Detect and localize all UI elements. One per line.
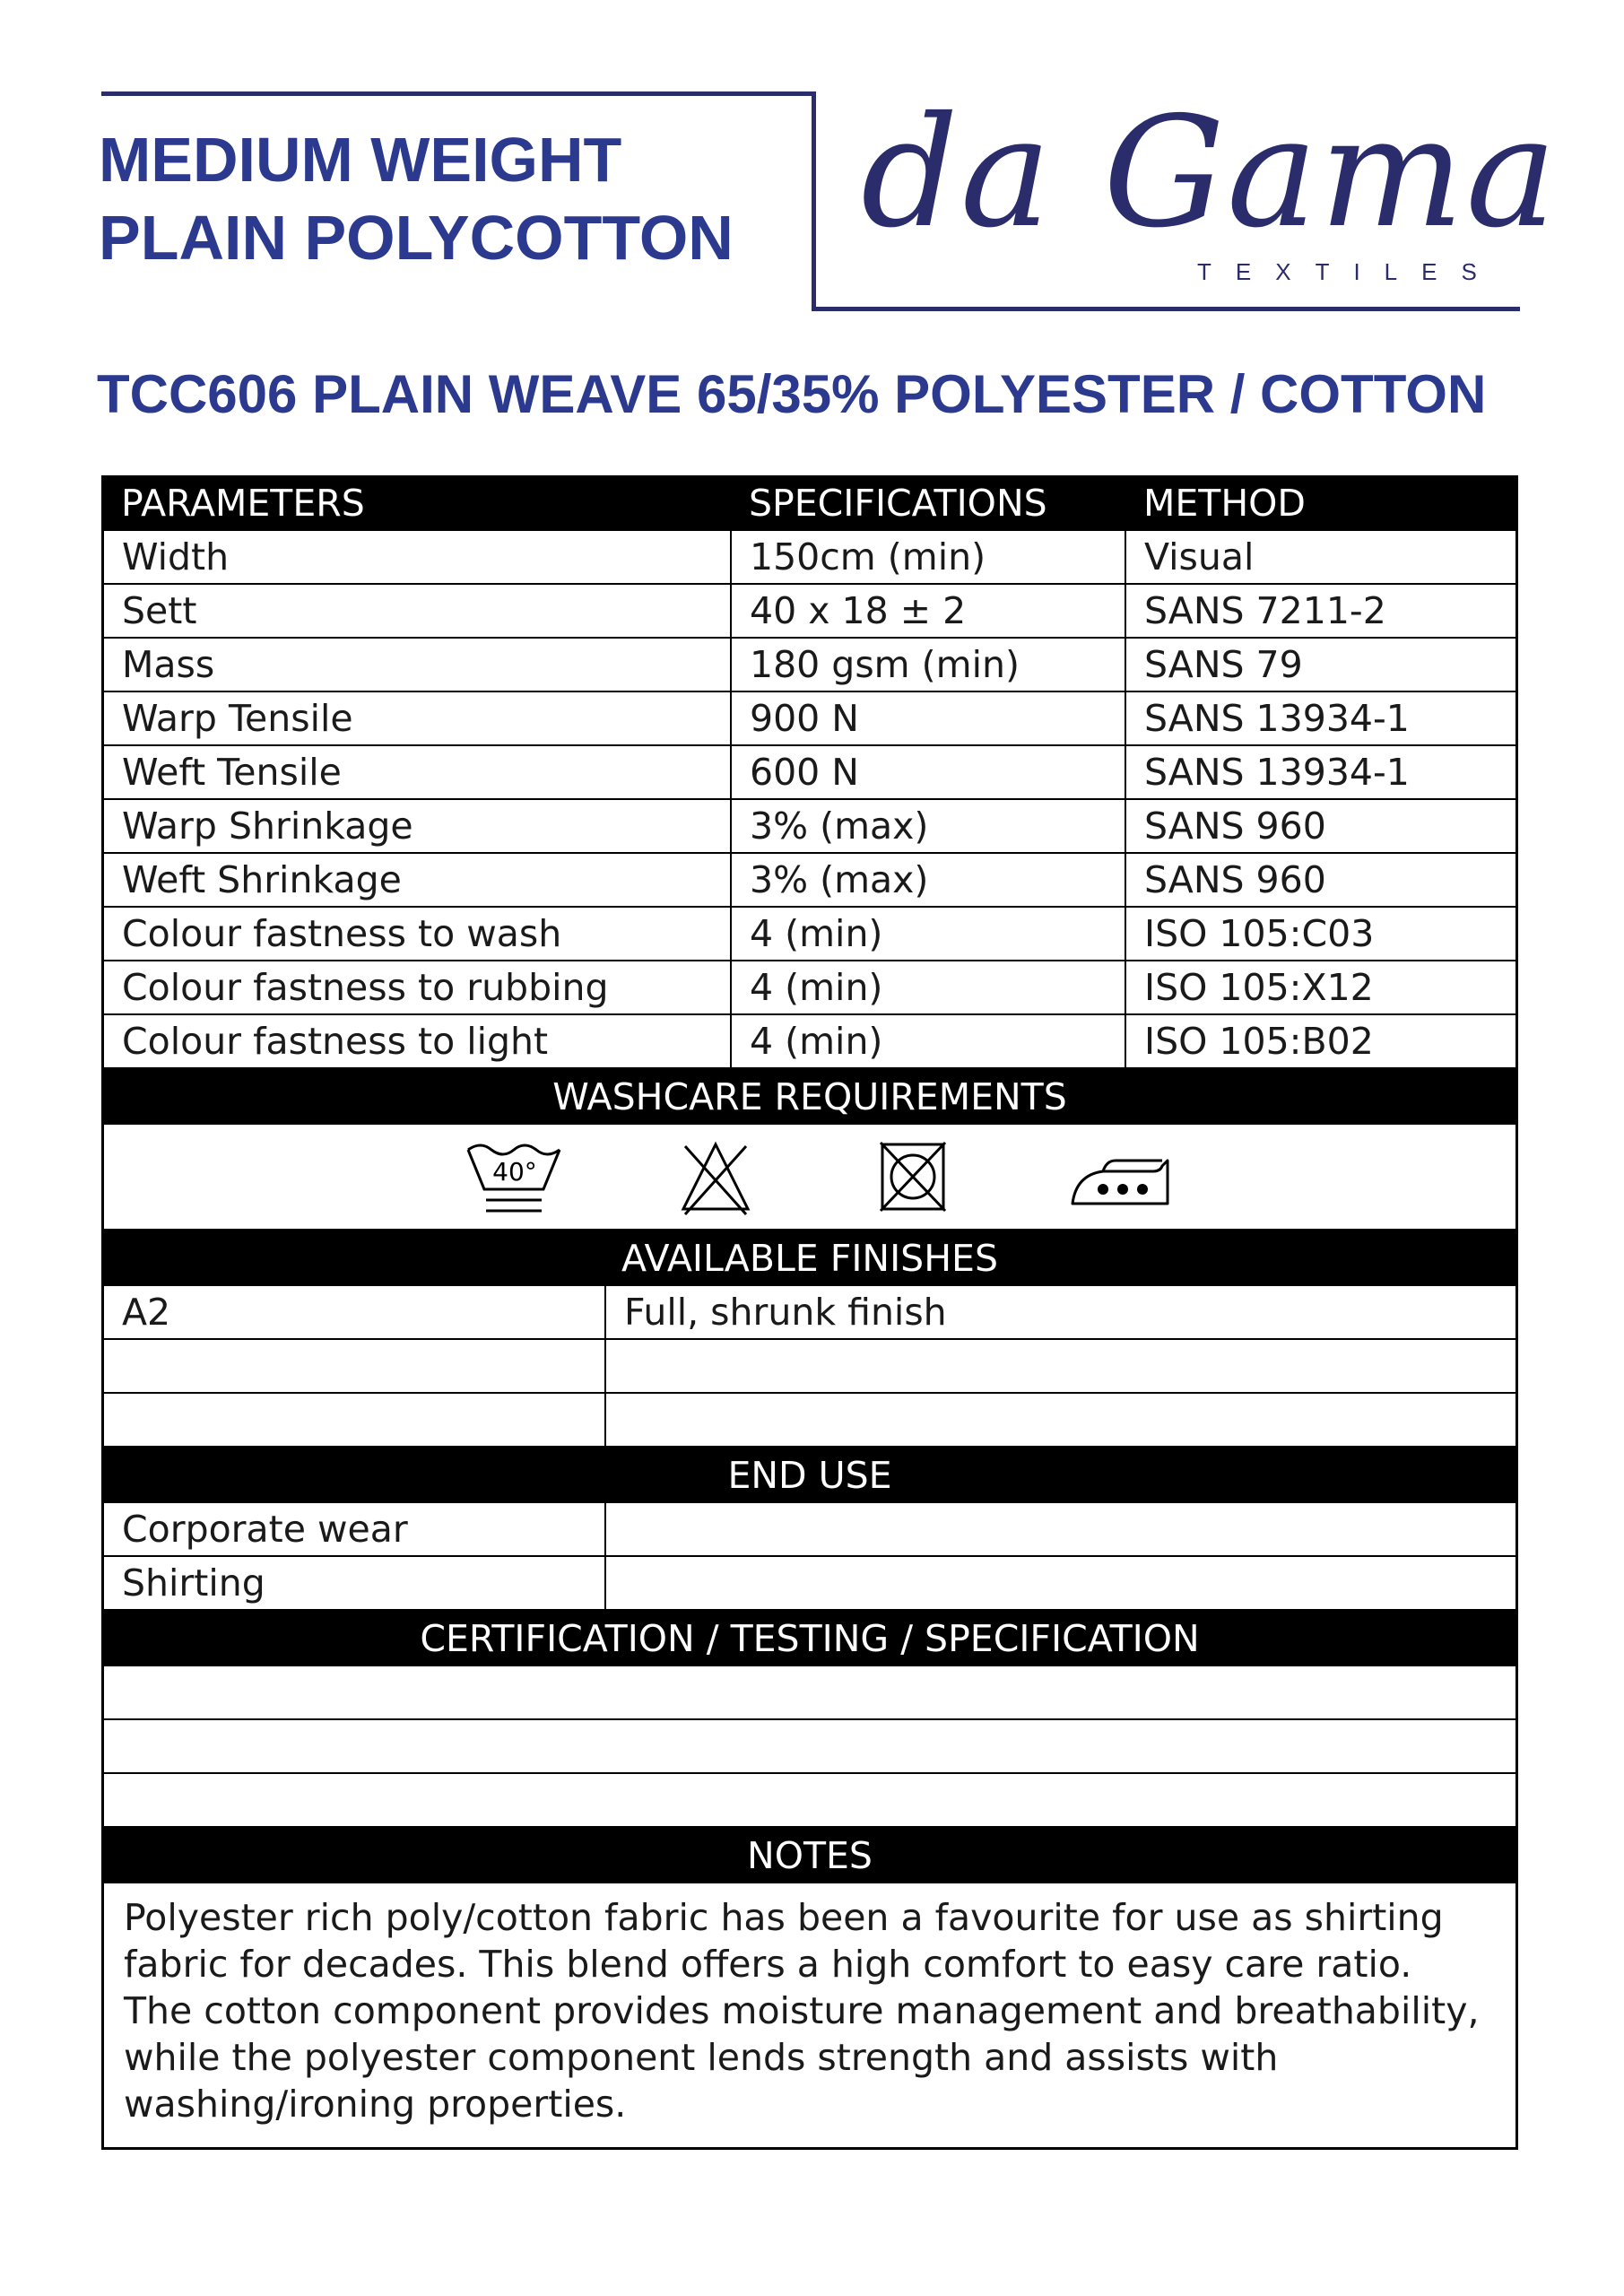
table-row (101, 1774, 1518, 1828)
parameter-cell: Mass (104, 639, 732, 691)
no-bleach-icon (678, 1139, 753, 1216)
certification-heading: CERTIFICATION / TESTING / SPECIFICATION (101, 1611, 1518, 1666)
notes-line: fabric for decades. This blend offers a high comfort to easy care ratio. (124, 1943, 1412, 1986)
method-cell: ISO 105:X12 (1144, 966, 1374, 1009)
page-title (99, 121, 734, 277)
table-row (101, 908, 1518, 961)
finishes-heading: AVAILABLE FINISHES (101, 1231, 1518, 1286)
table-row (101, 1666, 1518, 1720)
certification-cell (104, 1774, 1515, 1826)
parameter-cell: Sett (104, 585, 732, 637)
table-row (101, 1394, 1518, 1448)
washcare-heading: WASHCARE REQUIREMENTS (101, 1069, 1518, 1125)
table-row (101, 1340, 1518, 1394)
no-tumble-dry-icon (875, 1139, 951, 1216)
wash-40-icon (465, 1139, 563, 1216)
notes-line: The cotton component provides moisture management and breathability, (124, 1989, 1480, 2032)
finish-description-cell: Full, shrunk finish (624, 1291, 947, 1334)
finish-code-cell: A2 (104, 1286, 606, 1338)
specification-cell: 150cm (min) (732, 531, 1126, 583)
parameter-cell: Weft Shrinkage (104, 854, 732, 906)
certification-cell (104, 1666, 1515, 1718)
table-row (101, 585, 1518, 639)
finish-code-cell (104, 1340, 606, 1392)
title-line-2: PLAIN POLYCOTTON (99, 203, 734, 273)
end-use-cell: Shirting (104, 1557, 606, 1609)
parameter-cell: Width (104, 531, 732, 583)
finish-description-cell (606, 1340, 1515, 1392)
specification-cell: 180 gsm (min) (732, 639, 1126, 691)
method-cell: ISO 105:C03 (1144, 912, 1375, 955)
header-frame-top (101, 91, 816, 96)
logo-wordmark: da Gama (861, 84, 1559, 262)
parameter-cell: Warp Tensile (104, 692, 732, 744)
end-use-detail-cell (606, 1503, 1515, 1555)
table-row (101, 1720, 1518, 1774)
method-cell: ISO 105:B02 (1144, 1020, 1374, 1063)
end-use-heading: END USE (101, 1448, 1518, 1503)
end-use-detail-cell (606, 1557, 1515, 1609)
col-header-method: METHOD (1143, 482, 1306, 525)
specification-cell: 900 N (732, 692, 1126, 744)
method-cell: Visual (1144, 535, 1255, 578)
method-cell: SANS 13934-1 (1144, 751, 1410, 794)
specification-cell: 3% (max) (732, 854, 1126, 906)
parameter-cell: Colour fastness to wash (104, 908, 732, 960)
header-frame-bottom (812, 307, 1520, 311)
table-row (101, 1503, 1518, 1557)
table-row (101, 692, 1518, 746)
col-header-specifications: SPECIFICATIONS (749, 482, 1047, 525)
title-line-1: MEDIUM WEIGHT (99, 125, 622, 195)
table-row (101, 1015, 1518, 1069)
table-row (101, 1286, 1518, 1340)
specification-cell: 4 (min) (732, 908, 1126, 960)
specification-cell: 4 (min) (732, 961, 1126, 1013)
method-cell: SANS 13934-1 (1144, 697, 1410, 740)
finish-code-cell (104, 1394, 606, 1446)
table-row (101, 854, 1518, 908)
notes-line: while the polyester component lends strength and assists with (124, 2036, 1279, 2079)
table-row (101, 800, 1518, 854)
end-use-cell: Corporate wear (104, 1503, 606, 1555)
col-header-parameters: PARAMETERS (121, 482, 365, 525)
notes-line: Polyester rich poly/cotton fabric has been a favourite for use as shirting (124, 1896, 1444, 1939)
iron-hot-icon (1067, 1139, 1173, 1216)
spec-table-header (101, 475, 1518, 531)
table-row (101, 531, 1518, 585)
wash-temperature: 40° (492, 1157, 537, 1187)
table-row (101, 1557, 1518, 1611)
finish-description-cell (606, 1394, 1515, 1446)
product-subtitle: TCC606 PLAIN WEAVE 65/35% POLYESTER / COTTON (97, 364, 1487, 424)
specification-cell: 4 (min) (732, 1015, 1126, 1067)
specification-cell: 40 x 18 ± 2 (732, 585, 1126, 637)
parameter-cell: Colour fastness to light (104, 1015, 732, 1067)
notes-heading: NOTES (101, 1828, 1518, 1883)
certification-cell (104, 1720, 1515, 1772)
notes-line: washing/ironing properties. (124, 2083, 627, 2126)
parameter-cell: Warp Shrinkage (104, 800, 732, 852)
method-cell: SANS 960 (1144, 804, 1326, 848)
parameter-cell: Colour fastness to rubbing (104, 961, 732, 1013)
parameter-cell: Weft Tensile (104, 746, 732, 798)
table-row (101, 746, 1518, 800)
specification-cell: 3% (max) (732, 800, 1126, 852)
spec-sheet (101, 475, 1518, 2150)
method-cell: SANS 79 (1144, 643, 1303, 686)
specification-cell: 600 N (732, 746, 1126, 798)
method-cell: SANS 7211-2 (1144, 589, 1386, 632)
header-frame-vertical (812, 91, 816, 311)
company-logo (843, 84, 1559, 287)
method-cell: SANS 960 (1144, 858, 1326, 901)
notes-body (101, 1883, 1518, 2150)
table-row (101, 961, 1518, 1015)
table-row (101, 639, 1518, 692)
logo-subtext: TEXTILES (1197, 258, 1501, 285)
washcare-icons-row (101, 1125, 1518, 1231)
